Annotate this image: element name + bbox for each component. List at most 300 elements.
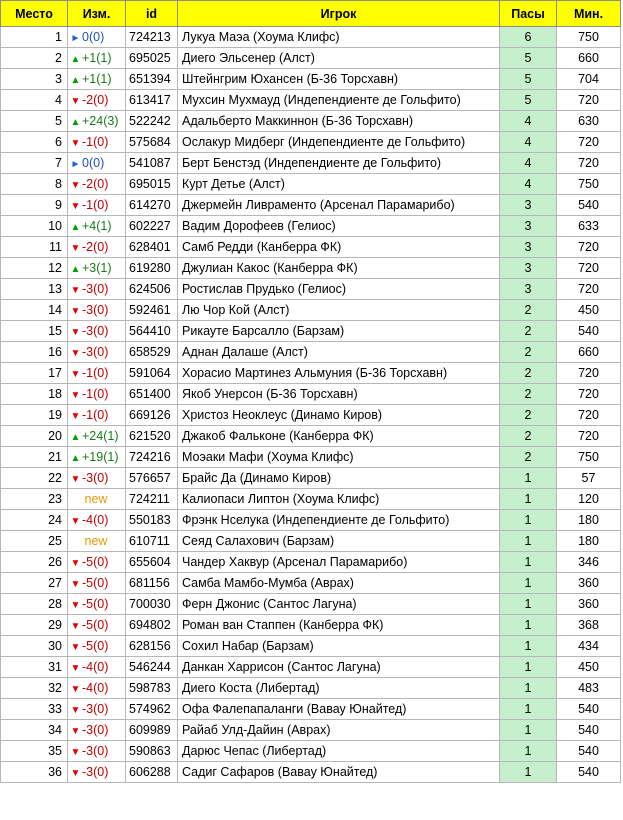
cell-id: 628156: [126, 636, 178, 657]
cell-assists: 4: [500, 174, 557, 195]
arrow-down-icon: ▼: [70, 747, 81, 758]
cell-player: Аднан Далаше (Алст): [178, 342, 500, 363]
cell-assists: 2: [500, 342, 557, 363]
table-row[interactable]: [1, 510, 621, 531]
cell-change: [68, 531, 126, 552]
change-value: -3(0): [82, 723, 109, 737]
cell-minutes: 434: [557, 636, 621, 657]
cell-id: 621520: [126, 426, 178, 447]
cell-place: 24: [1, 510, 68, 531]
cell-change: [68, 615, 126, 636]
table-body: [1, 27, 621, 783]
cell-change: [68, 657, 126, 678]
cell-assists: 1: [500, 594, 557, 615]
table-row[interactable]: [1, 552, 621, 573]
table-row[interactable]: [1, 279, 621, 300]
cell-change: [68, 111, 126, 132]
cell-assists: 2: [500, 300, 557, 321]
cell-place: 30: [1, 636, 68, 657]
cell-id: 575684: [126, 132, 178, 153]
cell-assists: 6: [500, 27, 557, 48]
cell-place: 20: [1, 426, 68, 447]
cell-place: 14: [1, 300, 68, 321]
cell-place: 3: [1, 69, 68, 90]
cell-change: [68, 48, 126, 69]
cell-assists: 1: [500, 489, 557, 510]
cell-place: 19: [1, 405, 68, 426]
arrow-down-icon: ▼: [70, 243, 81, 254]
table-row[interactable]: [1, 300, 621, 321]
table-row[interactable]: [1, 678, 621, 699]
cell-assists: 2: [500, 447, 557, 468]
cell-player: Лукуа Маэа (Хоума Клифс): [178, 27, 500, 48]
change-value: -1(0): [82, 198, 109, 212]
cell-id: 610711: [126, 531, 178, 552]
cell-id: 522242: [126, 111, 178, 132]
cell-player: Дарюс Чепас (Либертад): [178, 741, 500, 762]
cell-change: [68, 27, 126, 48]
table-row[interactable]: [1, 531, 621, 552]
table-row[interactable]: [1, 321, 621, 342]
arrow-down-icon: ▼: [70, 285, 81, 296]
cell-minutes: 720: [557, 258, 621, 279]
arrow-down-icon: ▼: [70, 642, 81, 653]
cell-id: 628401: [126, 237, 178, 258]
cell-place: 10: [1, 216, 68, 237]
header-player[interactable]: Игрок: [178, 1, 500, 27]
cell-player: Ослакур Мидберг (Индепендиенте де Гольфито): [178, 132, 500, 153]
table-header: [1, 1, 621, 27]
cell-player: Вадим Дорофеев (Гелиос): [178, 216, 500, 237]
cell-assists: 1: [500, 720, 557, 741]
cell-minutes: 720: [557, 363, 621, 384]
change-value: -2(0): [82, 240, 109, 254]
cell-place: 23: [1, 489, 68, 510]
cell-player: Диего Коста (Либертад): [178, 678, 500, 699]
cell-change: [68, 321, 126, 342]
cell-change: [68, 153, 126, 174]
cell-minutes: 630: [557, 111, 621, 132]
arrow-down-icon: ▼: [70, 726, 81, 737]
cell-minutes: 720: [557, 405, 621, 426]
table-row[interactable]: [1, 195, 621, 216]
table-row[interactable]: [1, 27, 621, 48]
cell-place: 12: [1, 258, 68, 279]
table-row[interactable]: [1, 741, 621, 762]
cell-place: 22: [1, 468, 68, 489]
cell-player: Райаб Улд-Дайин (Аврах): [178, 720, 500, 741]
change-value: -2(0): [82, 93, 109, 107]
change-value: -4(0): [82, 660, 109, 674]
cell-minutes: 180: [557, 531, 621, 552]
cell-id: 619280: [126, 258, 178, 279]
header-assists[interactable]: Пасы: [500, 1, 557, 27]
cell-player: Сохил Набар (Барзам): [178, 636, 500, 657]
change-value: 0(0): [82, 156, 105, 170]
cell-id: 694802: [126, 615, 178, 636]
cell-assists: 1: [500, 741, 557, 762]
cell-minutes: 633: [557, 216, 621, 237]
cell-id: 613417: [126, 90, 178, 111]
cell-assists: 2: [500, 405, 557, 426]
change-value: 0(0): [82, 30, 105, 44]
cell-assists: 1: [500, 636, 557, 657]
cell-assists: 1: [500, 678, 557, 699]
cell-assists: 4: [500, 111, 557, 132]
cell-change: [68, 636, 126, 657]
table-row[interactable]: [1, 699, 621, 720]
arrow-down-icon: ▼: [70, 390, 81, 401]
cell-minutes: 720: [557, 153, 621, 174]
cell-assists: 1: [500, 552, 557, 573]
cell-player: Моэаки Мафи (Хоума Клифс): [178, 447, 500, 468]
change-value: -1(0): [82, 408, 109, 422]
table-row[interactable]: [1, 363, 621, 384]
change-value: +1(1): [82, 51, 112, 65]
cell-minutes: 720: [557, 237, 621, 258]
table-row[interactable]: [1, 132, 621, 153]
change-value: -5(0): [82, 618, 109, 632]
cell-place: 17: [1, 363, 68, 384]
table-row[interactable]: [1, 468, 621, 489]
cell-player: Фрэнк Нселука (Индепендиенте де Гольфито): [178, 510, 500, 531]
cell-id: 591064: [126, 363, 178, 384]
table-row[interactable]: [1, 762, 621, 783]
cell-player: Данкан Харрисон (Сантос Лагуна): [178, 657, 500, 678]
change-value: +24(3): [82, 114, 119, 128]
cell-assists: 2: [500, 426, 557, 447]
header-minutes[interactable]: Мин.: [557, 1, 621, 27]
cell-player: Джулиан Какос (Канберра ФК): [178, 258, 500, 279]
table-row[interactable]: [1, 174, 621, 195]
cell-assists: 1: [500, 531, 557, 552]
cell-change: [68, 552, 126, 573]
cell-assists: 3: [500, 237, 557, 258]
cell-place: 36: [1, 762, 68, 783]
cell-place: 32: [1, 678, 68, 699]
table-row[interactable]: [1, 720, 621, 741]
cell-assists: 5: [500, 69, 557, 90]
arrow-right-icon: ►: [70, 33, 81, 44]
header-row: [1, 1, 621, 27]
cell-player: Берт Бенстэд (Индепендиенте де Гольфито): [178, 153, 500, 174]
cell-change: [68, 258, 126, 279]
cell-assists: 1: [500, 615, 557, 636]
table-row[interactable]: [1, 657, 621, 678]
cell-minutes: 483: [557, 678, 621, 699]
cell-place: 16: [1, 342, 68, 363]
cell-player: Рикауте Барсалло (Барзам): [178, 321, 500, 342]
cell-change: [68, 699, 126, 720]
cell-id: 700030: [126, 594, 178, 615]
arrow-up-icon: ▲: [70, 453, 81, 464]
cell-minutes: 540: [557, 720, 621, 741]
cell-place: 7: [1, 153, 68, 174]
cell-player: Хорасио Мартинез Альмуния (Б-36 Торсхавн): [178, 363, 500, 384]
cell-id: 724216: [126, 447, 178, 468]
cell-player: Офа Фалепапаланги (Вавау Юнайтед): [178, 699, 500, 720]
cell-minutes: 704: [557, 69, 621, 90]
cell-place: 21: [1, 447, 68, 468]
cell-minutes: 540: [557, 321, 621, 342]
cell-id: 681156: [126, 573, 178, 594]
cell-change: [68, 762, 126, 783]
cell-minutes: 360: [557, 573, 621, 594]
cell-player: Джермейн Ливраменто (Арсенал Парамарибо): [178, 195, 500, 216]
change-value: +19(1): [82, 450, 119, 464]
cell-assists: 3: [500, 258, 557, 279]
cell-change: [68, 510, 126, 531]
cell-minutes: 120: [557, 489, 621, 510]
cell-id: 624506: [126, 279, 178, 300]
cell-player: Христоз Неоклеус (Динамо Киров): [178, 405, 500, 426]
cell-change: [68, 174, 126, 195]
table-row[interactable]: [1, 447, 621, 468]
table-row[interactable]: [1, 153, 621, 174]
cell-change: [68, 678, 126, 699]
arrow-down-icon: ▼: [70, 306, 81, 317]
cell-place: 31: [1, 657, 68, 678]
cell-id: 669126: [126, 405, 178, 426]
cell-place: 8: [1, 174, 68, 195]
arrow-up-icon: ▲: [70, 75, 81, 86]
cell-id: 651400: [126, 384, 178, 405]
cell-id: 541087: [126, 153, 178, 174]
arrow-down-icon: ▼: [70, 600, 81, 611]
change-value: -3(0): [82, 324, 109, 338]
cell-change: [68, 405, 126, 426]
arrow-up-icon: ▲: [70, 117, 81, 128]
cell-place: 13: [1, 279, 68, 300]
cell-change: [68, 300, 126, 321]
change-value: -1(0): [82, 387, 109, 401]
arrow-down-icon: ▼: [70, 369, 81, 380]
new-badge: new: [84, 534, 108, 548]
cell-player: Калиопаси Липтон (Хоума Клифс): [178, 489, 500, 510]
arrow-right-icon: ►: [70, 159, 81, 170]
cell-place: 33: [1, 699, 68, 720]
change-value: -3(0): [82, 471, 109, 485]
table-row[interactable]: [1, 69, 621, 90]
change-value: +3(1): [82, 261, 112, 275]
header-change[interactable]: Изм.: [68, 1, 126, 27]
change-value: -3(0): [82, 765, 109, 779]
cell-id: 602227: [126, 216, 178, 237]
table-row[interactable]: [1, 405, 621, 426]
cell-assists: 4: [500, 132, 557, 153]
cell-change: [68, 195, 126, 216]
cell-minutes: 57: [557, 468, 621, 489]
cell-change: [68, 342, 126, 363]
cell-minutes: 360: [557, 594, 621, 615]
table-row[interactable]: [1, 90, 621, 111]
cell-id: 614270: [126, 195, 178, 216]
cell-id: 695015: [126, 174, 178, 195]
change-value: -2(0): [82, 177, 109, 191]
table-row[interactable]: [1, 489, 621, 510]
cell-id: 658529: [126, 342, 178, 363]
change-value: -5(0): [82, 555, 109, 569]
arrow-down-icon: ▼: [70, 474, 81, 485]
cell-minutes: 368: [557, 615, 621, 636]
cell-assists: 1: [500, 699, 557, 720]
cell-player: Мухсин Мухмауд (Индепендиенте де Гольфито): [178, 90, 500, 111]
arrow-down-icon: ▼: [70, 558, 81, 569]
cell-player: Джакоб Фальконе (Канберра ФК): [178, 426, 500, 447]
cell-change: [68, 594, 126, 615]
cell-change: [68, 426, 126, 447]
arrow-down-icon: ▼: [70, 663, 81, 674]
change-value: +1(1): [82, 72, 112, 86]
cell-minutes: 720: [557, 90, 621, 111]
cell-player: Якоб Унерсон (Б-36 Торсхавн): [178, 384, 500, 405]
arrow-down-icon: ▼: [70, 516, 81, 527]
cell-place: 2: [1, 48, 68, 69]
cell-minutes: 540: [557, 762, 621, 783]
cell-change: [68, 447, 126, 468]
change-value: -5(0): [82, 639, 109, 653]
cell-player: Чандер Хаквур (Арсенал Парамарибо): [178, 552, 500, 573]
cell-minutes: 450: [557, 300, 621, 321]
table-row[interactable]: [1, 48, 621, 69]
cell-minutes: 720: [557, 132, 621, 153]
cell-id: 598783: [126, 678, 178, 699]
cell-minutes: 540: [557, 195, 621, 216]
table-row[interactable]: [1, 615, 621, 636]
cell-assists: 2: [500, 363, 557, 384]
cell-id: 590863: [126, 741, 178, 762]
table-row[interactable]: [1, 111, 621, 132]
cell-assists: 1: [500, 510, 557, 531]
cell-minutes: 660: [557, 342, 621, 363]
cell-id: 724213: [126, 27, 178, 48]
table-row[interactable]: [1, 384, 621, 405]
cell-place: 9: [1, 195, 68, 216]
header-place[interactable]: Место: [1, 1, 68, 27]
cell-player: Курт Детье (Алст): [178, 174, 500, 195]
cell-change: [68, 468, 126, 489]
cell-player: Ростислав Прудько (Гелиос): [178, 279, 500, 300]
cell-player: Садиг Сафаров (Вавау Юнайтед): [178, 762, 500, 783]
cell-minutes: 180: [557, 510, 621, 531]
arrow-down-icon: ▼: [70, 411, 81, 422]
cell-minutes: 720: [557, 384, 621, 405]
cell-id: 546244: [126, 657, 178, 678]
header-id[interactable]: id: [126, 1, 178, 27]
table-row[interactable]: [1, 216, 621, 237]
cell-id: 651394: [126, 69, 178, 90]
cell-assists: 1: [500, 573, 557, 594]
cell-place: 25: [1, 531, 68, 552]
cell-change: [68, 489, 126, 510]
arrow-down-icon: ▼: [70, 201, 81, 212]
cell-change: [68, 279, 126, 300]
table-row[interactable]: [1, 342, 621, 363]
change-value: -3(0): [82, 702, 109, 716]
change-value: -4(0): [82, 681, 109, 695]
arrow-up-icon: ▲: [70, 222, 81, 233]
change-value: +24(1): [82, 429, 119, 443]
cell-player: Ферн Джонис (Сантос Лагуна): [178, 594, 500, 615]
cell-player: Самб Редди (Канберра ФК): [178, 237, 500, 258]
cell-change: [68, 720, 126, 741]
new-badge: new: [84, 492, 108, 506]
cell-id: 609989: [126, 720, 178, 741]
cell-change: [68, 90, 126, 111]
arrow-up-icon: ▲: [70, 264, 81, 275]
cell-change: [68, 363, 126, 384]
cell-assists: 1: [500, 762, 557, 783]
cell-minutes: 750: [557, 27, 621, 48]
cell-place: 29: [1, 615, 68, 636]
cell-player: Сеяд Салахович (Барзам): [178, 531, 500, 552]
cell-player: Диего Эльсенер (Алст): [178, 48, 500, 69]
change-value: -4(0): [82, 513, 109, 527]
cell-id: 606288: [126, 762, 178, 783]
cell-assists: 2: [500, 384, 557, 405]
cell-place: 34: [1, 720, 68, 741]
cell-id: 724211: [126, 489, 178, 510]
cell-change: [68, 237, 126, 258]
cell-assists: 1: [500, 468, 557, 489]
cell-player: Штейнгрим Юхансен (Б-36 Торсхавн): [178, 69, 500, 90]
cell-change: [68, 132, 126, 153]
change-value: -3(0): [82, 303, 109, 317]
arrow-down-icon: ▼: [70, 684, 81, 695]
cell-minutes: 540: [557, 699, 621, 720]
cell-change: [68, 69, 126, 90]
arrow-down-icon: ▼: [70, 621, 81, 632]
cell-place: 15: [1, 321, 68, 342]
cell-player: Роман ван Стаппен (Канберра ФК): [178, 615, 500, 636]
cell-place: 4: [1, 90, 68, 111]
cell-assists: 1: [500, 657, 557, 678]
cell-id: 574962: [126, 699, 178, 720]
table-row[interactable]: [1, 426, 621, 447]
change-value: -3(0): [82, 744, 109, 758]
cell-assists: 5: [500, 90, 557, 111]
arrow-up-icon: ▲: [70, 432, 81, 443]
cell-assists: 4: [500, 153, 557, 174]
cell-place: 35: [1, 741, 68, 762]
cell-place: 6: [1, 132, 68, 153]
change-value: -3(0): [82, 282, 109, 296]
cell-assists: 3: [500, 195, 557, 216]
table-row[interactable]: [1, 636, 621, 657]
cell-place: 26: [1, 552, 68, 573]
table-row[interactable]: [1, 258, 621, 279]
table-row[interactable]: [1, 237, 621, 258]
cell-assists: 3: [500, 216, 557, 237]
table-row[interactable]: [1, 573, 621, 594]
table-row[interactable]: [1, 594, 621, 615]
change-value: -3(0): [82, 345, 109, 359]
cell-minutes: 346: [557, 552, 621, 573]
cell-assists: 5: [500, 48, 557, 69]
cell-change: [68, 573, 126, 594]
cell-minutes: 750: [557, 174, 621, 195]
cell-id: 576657: [126, 468, 178, 489]
cell-assists: 2: [500, 321, 557, 342]
cell-id: 655604: [126, 552, 178, 573]
arrow-down-icon: ▼: [70, 327, 81, 338]
arrow-down-icon: ▼: [70, 138, 81, 149]
arrow-down-icon: ▼: [70, 348, 81, 359]
cell-player: Брайс Да (Динамо Киров): [178, 468, 500, 489]
cell-change: [68, 741, 126, 762]
arrow-down-icon: ▼: [70, 579, 81, 590]
cell-place: 18: [1, 384, 68, 405]
